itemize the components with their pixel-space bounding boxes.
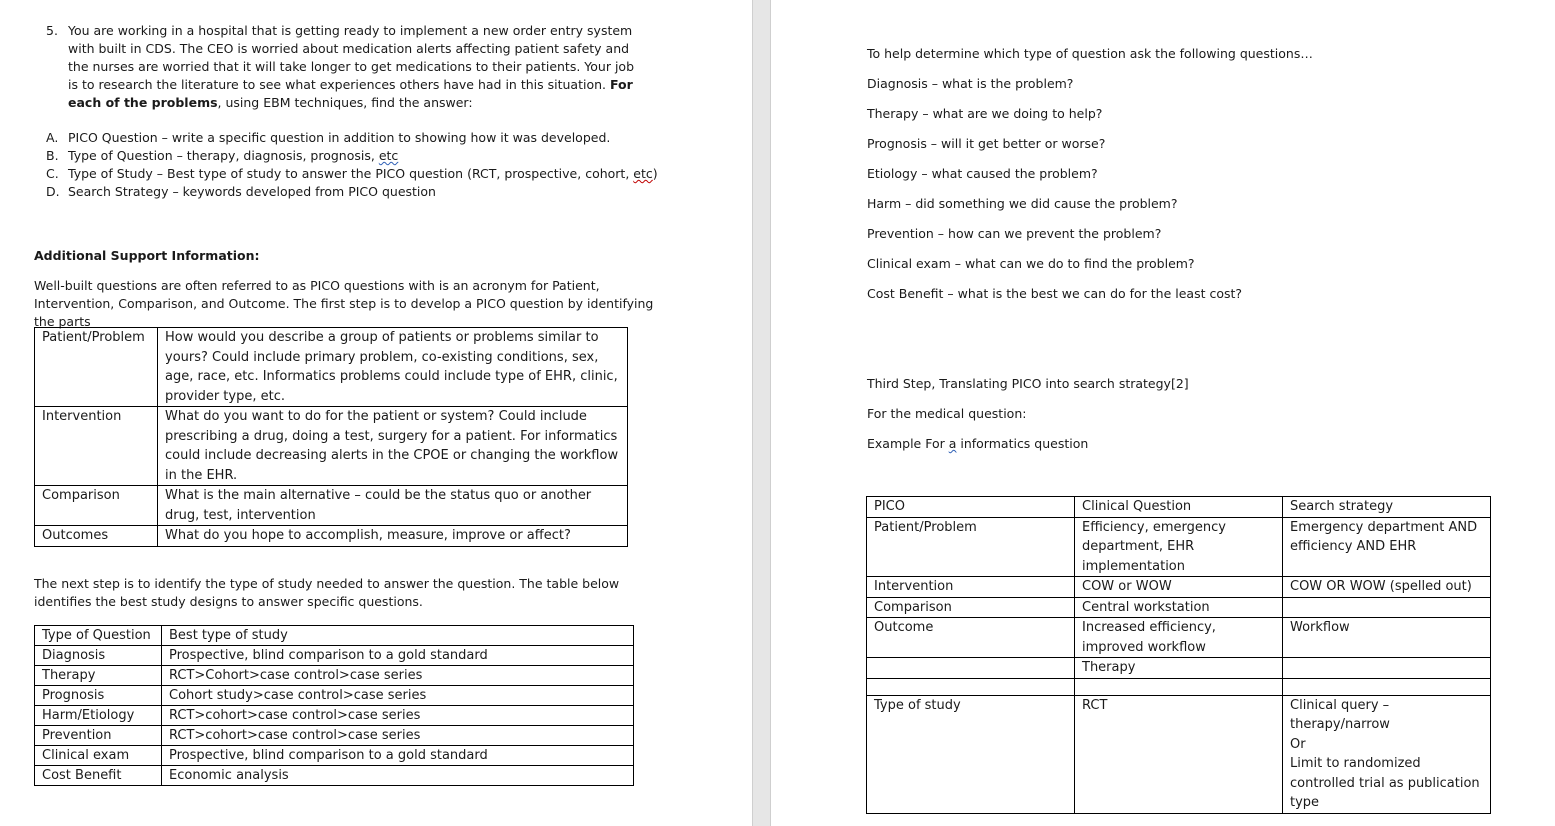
support-heading: Additional Support Information: [34,248,260,263]
table-cell: Emergency department AND efficiency AND EHR [1283,517,1491,577]
page-gutter [752,0,771,826]
list-letter: B. [46,148,59,163]
table-cell [867,678,1075,695]
example-text-end: informatics question [956,436,1089,451]
column-header: PICO [867,497,1075,518]
pico-desc: How would you describe a group of patients or problems similar to yours? Could include primary problem, co-existing conditions, sex, age, race, etc. Informatics problems could include type of EHR, clinic, provider type, etc. [158,328,628,407]
table-cell: Prospective, blind comparison to a gold standard [162,746,634,766]
spellcheck-flag[interactable]: etc [378,148,399,163]
list-item [46,147,686,165]
table-row [35,746,634,766]
question-text-tail: , using EBM techniques, find the answer: [217,95,473,110]
list-letter: A. [46,130,59,145]
table-row [35,686,634,706]
question-type-line: Prevention – how can we prevent the problem? [867,226,1162,241]
pico-term: Intervention [35,407,158,486]
table-row [867,678,1491,695]
table-row [35,706,634,726]
table-cell: Harm/Etiology [35,706,162,726]
search-line: Limit to randomized controlled trial as publication type [1290,756,1480,810]
table-cell: Prospective, blind comparison to a gold standard [162,646,634,666]
table-row [35,407,628,486]
left-document-page [0,0,752,826]
medical-question-label: For the medical question: [867,406,1027,421]
table-header-row [35,626,634,646]
column-header: Type of Question [35,626,162,646]
table-cell: Therapy [1075,658,1283,679]
table-cell: RCT>cohort>case control>case series [162,726,634,746]
pico-term: Outcomes [35,526,158,547]
answer-requirements-list [46,129,686,201]
table-row [867,658,1491,679]
table-cell: Efficiency, emergency department, EHR implementation [1075,517,1283,577]
spellcheck-flag[interactable]: a [948,436,957,451]
table-cell: RCT>cohort>case control>case series [162,706,634,726]
table-cell: Type of study [867,695,1075,813]
table-row [35,486,628,526]
table-cell: Therapy [35,666,162,686]
table-cell: Increased efficiency, improved workflow [1075,618,1283,658]
table-row [35,646,634,666]
column-header: Best type of study [162,626,634,646]
question-type-line: Prognosis – will it get better or worse? [867,136,1106,151]
list-text: PICO Question – write a specific question in addition to showing how it was developed. [68,130,611,145]
table-cell [1283,678,1491,695]
table-cell: Cohort study>case control>case series [162,686,634,706]
pico-term: Comparison [35,486,158,526]
table-cell: COW OR WOW (spelled out) [1283,577,1491,598]
list-text: Search Strategy – keywords developed from PICO question [68,184,436,199]
table-cell: Outcome [867,618,1075,658]
table-row [35,726,634,746]
list-item [46,129,686,147]
table-cell: Central workstation [1075,597,1283,618]
table-header-row [867,497,1491,518]
list-item [46,165,686,183]
table-row [867,577,1491,598]
spellcheck-flag[interactable]: etc [633,166,653,181]
column-header: Search strategy [1283,497,1491,518]
table-cell: RCT>Cohort>case control>case series [162,666,634,686]
list-text-end: ) [652,166,658,181]
table-cell [1283,658,1491,679]
study-design-table [34,625,634,786]
question-text: You are working in a hospital that is getting ready to implement a new order entry system with built in CDS. The CEO is worried about medication alerts affecting patient safety and the nurses are worried that it will take longer to get medications to their patients. Your job is to research the literature to see what experiences others have had in this situation. [68,23,635,92]
pico-table [34,327,628,547]
table-cell: Clinical exam [35,746,162,766]
table-cell [1075,678,1283,695]
question-type-line: Clinical exam – what can we do to find the problem? [867,256,1195,271]
table-cell [867,658,1075,679]
table-row [35,328,628,407]
question-5 [46,22,646,112]
question-bold-text: For each of the problems [68,77,633,110]
table-row [867,597,1491,618]
pico-desc: What is the main alternative – could be the status quo or another drug, test, intervention [158,486,628,526]
table-row [35,766,634,786]
pico-intro: Well-built questions are often referred to as PICO questions with is an acronym for Patient, Intervention, Comparison, and Outcome. The first step is to develop a PICO question by identifying the parts [34,278,654,329]
table-cell: COW or WOW [1075,577,1283,598]
list-item [46,183,686,201]
table-cell: Diagnosis [35,646,162,666]
question-type-line: Etiology – what caused the problem? [867,166,1098,181]
pico-search-strategy-table [866,496,1491,814]
study-intro: The next step is to identify the type of study needed to answer the question. The table below identifies the best study designs to answer specific questions. [34,576,620,609]
search-line: Or [1290,736,1306,752]
table-row [35,526,628,547]
list-text-main: Type of Question – therapy, diagnosis, prognosis, [68,148,379,163]
table-cell: Patient/Problem [867,517,1075,577]
question-type-line: Diagnosis – what is the problem? [867,76,1074,91]
table-row [867,618,1491,658]
list-text [68,147,398,165]
table-cell: Cost Benefit [35,766,162,786]
table-row [35,666,634,686]
table-cell: Economic analysis [162,766,634,786]
question-number: 5. [46,23,58,38]
pico-term: Patient/Problem [35,328,158,407]
list-letter: C. [46,166,59,181]
table-row [867,517,1491,577]
pico-desc: What do you hope to accomplish, measure, improve or affect? [158,526,628,547]
table-cell: Intervention [867,577,1075,598]
table-cell: Workflow [1283,618,1491,658]
list-text [68,165,658,183]
table-cell: Comparison [867,597,1075,618]
list-letter: D. [46,184,60,199]
table-cell [1283,695,1491,813]
table-cell: Prognosis [35,686,162,706]
table-cell: RCT [1075,695,1283,813]
question-type-line: Therapy – what are we doing to help? [867,106,1103,121]
column-header: Clinical Question [1075,497,1283,518]
question-type-line: Cost Benefit – what is the best we can do for the least cost? [867,286,1243,301]
table-row [867,695,1491,813]
example-label [867,435,1088,453]
question-type-line: Harm – did something we did cause the problem? [867,196,1178,211]
table-cell [1283,597,1491,618]
table-cell: Prevention [35,726,162,746]
question-types-intro: To help determine which type of question ask the following questions… [867,46,1313,61]
search-line: Clinical query – therapy/narrow [1290,697,1390,732]
pico-desc: What do you want to do for the patient or system? Could include prescribing a drug, doing a test, surgery for a patient. For informatics could include decreasing alerts in the CPOE or changing the workflow in the EHR. [158,407,628,486]
third-step-heading: Third Step, Translating PICO into search strategy[2] [867,376,1189,391]
example-text: Example For [867,436,949,451]
list-text-main: Type of Study – Best type of study to answer the PICO question (RCT, prospective, cohort, [68,166,634,181]
